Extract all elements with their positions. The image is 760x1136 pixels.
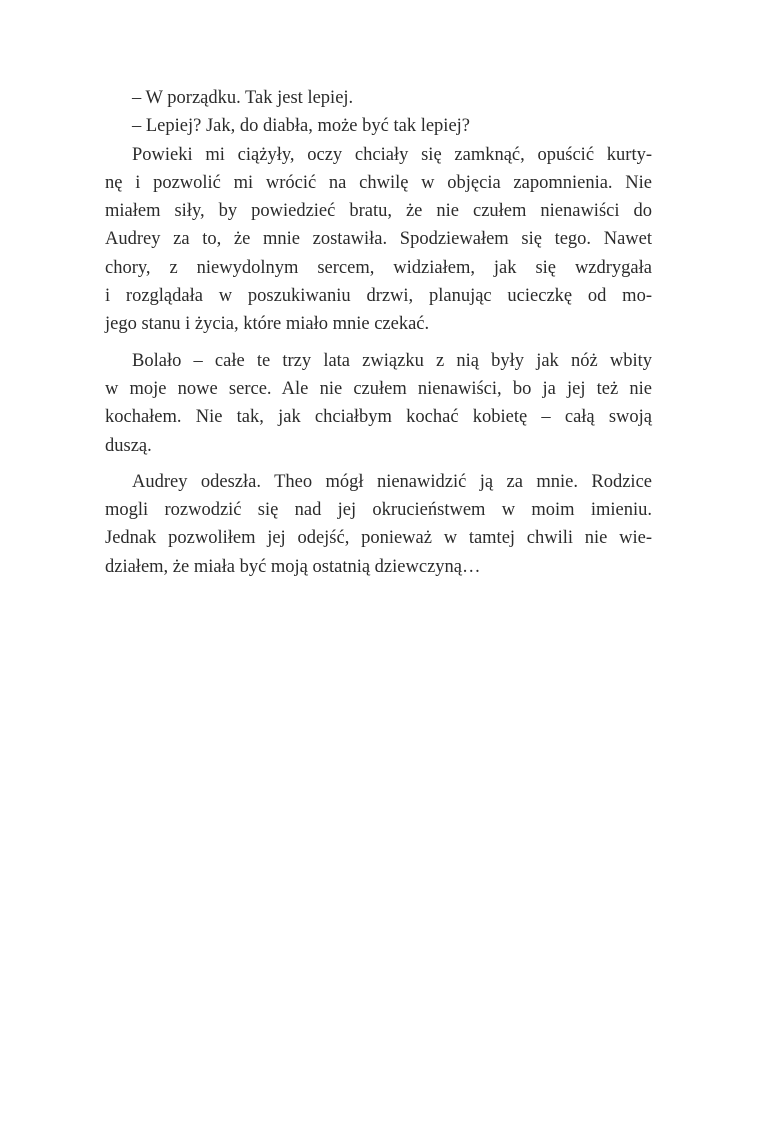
dialogue-line [105,84,652,112]
text-line: mogli rozwodzić się nad jej okrucieństwem w moim imieniu. [105,500,652,521]
text-line: w moje nowe serce. Ale nie czułem nienawiści, bo ja jej też nie [105,378,652,399]
text-line: działem, że miała być moją ostatnią dziewczyną… [105,556,481,577]
text-line: Powieki mi ciążyły, oczy chciały się zamknąć, opuścić kurty- [132,144,652,165]
text-line: Bolało – całe te trzy lata związku z nią były jak nóż wbity [132,350,652,371]
paragraph [105,141,652,339]
text-line: jego stanu i życia, które miało mnie czekać. [105,314,430,335]
text-line: kochałem. Nie tak, jak chciałbym kochać kobietę – całą swoją [105,407,652,428]
text-line: – Lepiej? Jak, do diabła, może być tak lepiej? [132,116,471,137]
text-line: nę i pozwolić mi wrócić na chwilę w objęcia zapomnienia. Nie [105,172,652,193]
dialogue-line [105,112,652,140]
paragraph [105,468,652,581]
paragraph [105,347,652,460]
text-line: Jednak pozwoliłem jej odejść, ponieważ w tamtej chwili nie wie- [105,528,652,549]
text-line: Audrey za to, że mnie zostawiła. Spodziewałem się tego. Nawet [105,229,652,250]
text-line: Audrey odeszła. Theo mógł nienawidzić ją za mnie. Rodzice [132,471,652,492]
text-line: i rozglądała w poszukiwaniu drzwi, planując ucieczkę od mo- [105,286,652,307]
text-line: chory, z niewydolnym sercem, widziałem, jak się wzdrygała [105,257,652,278]
body-text [105,84,652,581]
text-line: miałem siły, by powiedzieć bratu, że nie czułem nienawiści do [105,201,652,222]
text-line: – W porządku. Tak jest lepiej. [132,88,354,108]
text-line: duszą. [105,435,152,456]
